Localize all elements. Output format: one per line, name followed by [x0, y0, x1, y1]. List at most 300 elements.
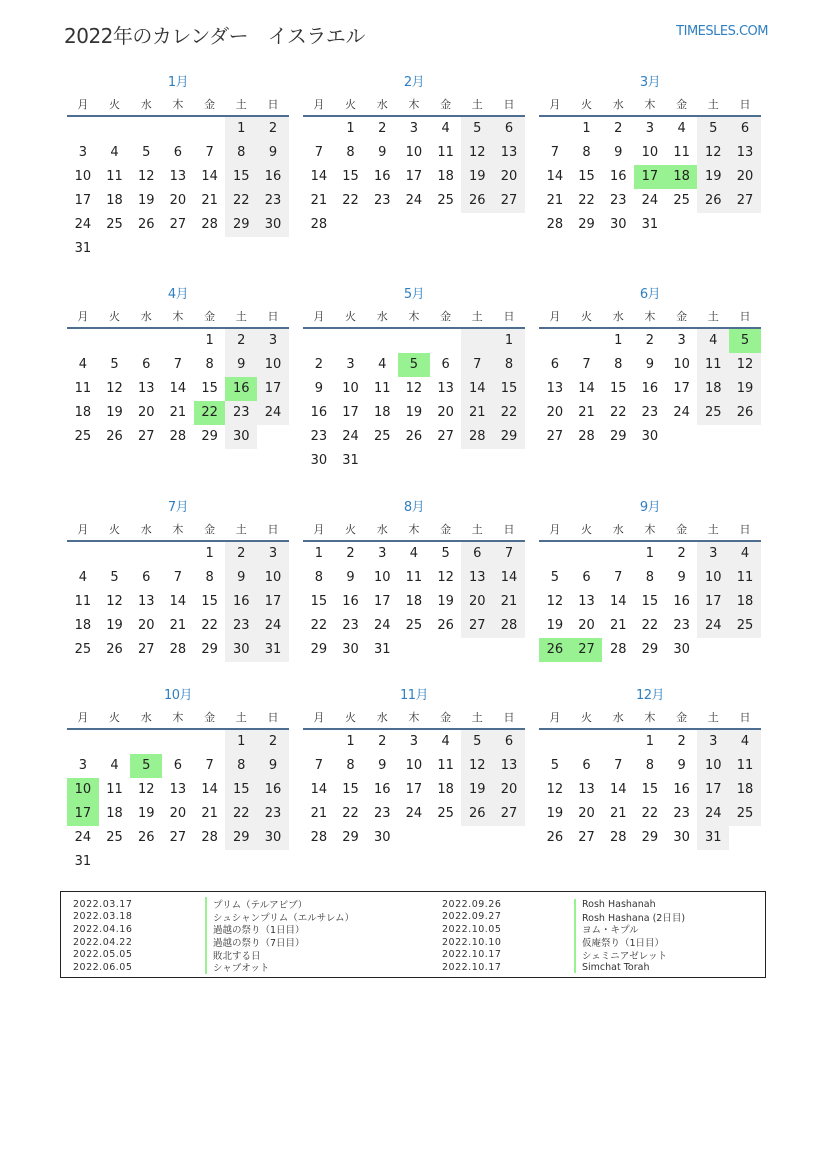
day-cell: 3: [257, 542, 289, 566]
empty-cell: [162, 329, 194, 353]
holiday-day-cell: 17: [634, 165, 666, 189]
day-cell: 5: [441, 546, 450, 561]
weekday-header: [539, 305, 761, 329]
day-cell: 30: [257, 213, 289, 237]
weekday-header: [303, 706, 525, 730]
day-cell: 4: [729, 730, 761, 754]
day-cell: 7: [205, 758, 214, 773]
day-cell: 21: [609, 806, 627, 821]
day-cell: 2: [314, 357, 323, 372]
month-9: [539, 498, 761, 662]
day-cell: 22: [578, 193, 595, 208]
empty-cell: [162, 542, 194, 566]
day-cell: 30: [225, 638, 257, 662]
day-cell: 9: [225, 353, 257, 377]
day-cell: 10: [342, 381, 359, 396]
day-cell: 7: [314, 758, 323, 773]
day-cell: 24: [257, 614, 289, 638]
weekday-label: 木: [644, 523, 656, 536]
day-cell: 16: [673, 782, 690, 797]
weekday-label: 火: [109, 98, 121, 111]
day-cell: 14: [310, 782, 328, 797]
weekday-label: 火: [345, 523, 357, 536]
day-cell: 14: [310, 169, 328, 184]
day-cell: 13: [493, 141, 525, 165]
weekday-label: 月: [549, 523, 561, 536]
month-name: 1月: [167, 75, 189, 90]
day-cell: 7: [614, 570, 623, 585]
day-cell: 28: [461, 425, 493, 449]
day-grid: [67, 117, 289, 261]
weekday-label: 土: [707, 310, 719, 323]
day-cell: 12: [106, 381, 123, 396]
day-cell: 25: [673, 193, 690, 208]
day-cell: 1: [314, 546, 323, 561]
empty-cell: [194, 117, 226, 141]
day-cell: 8: [225, 141, 257, 165]
day-cell: 25: [437, 806, 454, 821]
day-cell: 18: [106, 806, 123, 821]
day-cell: 8: [614, 357, 623, 372]
day-cell: 3: [378, 546, 387, 561]
day-cell: 21: [578, 405, 595, 420]
day-cell: 12: [546, 782, 564, 797]
empty-cell: [539, 117, 571, 141]
day-cell: 3: [78, 145, 87, 160]
day-cell: 25: [74, 642, 92, 657]
weekday-label: 金: [676, 523, 688, 536]
day-cell: 16: [373, 782, 391, 797]
day-cell: 31: [697, 826, 729, 850]
weekday-header: [539, 706, 761, 730]
weekday-label: 月: [313, 98, 325, 111]
month-name: 3月: [639, 75, 661, 90]
day-cell: 20: [493, 165, 525, 189]
empty-cell: [571, 542, 603, 566]
day-cell: 21: [461, 401, 493, 425]
empty-cell: [130, 117, 162, 141]
day-cell: 23: [609, 193, 627, 208]
day-cell: 22: [225, 189, 257, 213]
holiday-name: シェミニアゼレット: [574, 948, 667, 962]
day-cell: 18: [729, 590, 761, 614]
day-cell: 14: [609, 782, 627, 797]
day-cell: 10: [373, 570, 391, 585]
weekday-label: 月: [549, 310, 561, 323]
day-cell: 17: [257, 590, 289, 614]
day-cell: 17: [74, 193, 92, 208]
day-cell: 20: [546, 405, 564, 420]
weekday-label: 金: [204, 523, 216, 536]
day-cell: 25: [729, 614, 761, 638]
day-cell: 24: [405, 193, 423, 208]
day-cell: 14: [609, 594, 627, 609]
weekday-label: 土: [707, 523, 719, 536]
day-cell: 13: [169, 782, 187, 797]
day-cell: 15: [201, 381, 218, 396]
day-cell: 31: [74, 241, 92, 256]
day-cell: 3: [409, 734, 419, 749]
day-cell: 14: [169, 381, 187, 396]
day-cell: 11: [74, 381, 92, 396]
weekday-header: [303, 93, 525, 117]
empty-cell: [571, 329, 603, 353]
holiday-date: 2022.06.05: [73, 961, 133, 973]
day-cell: 15: [225, 778, 257, 802]
day-cell: 11: [106, 782, 123, 797]
day-cell: 22: [201, 618, 218, 633]
day-cell: 6: [582, 758, 591, 773]
day-grid: [539, 542, 761, 662]
day-cell: 2: [614, 121, 623, 136]
day-grid: [539, 329, 761, 449]
day-cell: 30: [257, 826, 289, 850]
day-cell: 15: [225, 165, 257, 189]
empty-cell: [303, 117, 335, 141]
day-cell: 19: [546, 618, 564, 633]
weekday-label: 金: [676, 98, 688, 111]
day-cell: 9: [645, 357, 655, 372]
empty-cell: [602, 542, 634, 566]
weekday-label: 木: [172, 711, 184, 724]
day-cell: 12: [729, 353, 761, 377]
holiday-day-cell: 5: [130, 754, 162, 778]
day-cell: 5: [550, 570, 559, 585]
holiday-name: Rosh Hashana (2日目): [574, 910, 685, 924]
weekday-label: 月: [313, 523, 325, 536]
weekday-label: 水: [140, 523, 152, 536]
day-cell: 2: [677, 734, 686, 749]
day-cell: 11: [74, 594, 92, 609]
day-cell: 25: [74, 429, 92, 444]
day-cell: 14: [169, 594, 187, 609]
day-cell: 15: [201, 594, 218, 609]
day-cell: 3: [346, 357, 355, 372]
weekday-header: [539, 93, 761, 117]
day-cell: 12: [137, 782, 155, 797]
month-name: 7月: [167, 500, 189, 515]
day-cell: 14: [493, 566, 525, 590]
day-cell: 17: [342, 405, 359, 420]
day-cell: 1: [346, 121, 355, 136]
day-cell: 20: [169, 806, 187, 821]
day-cell: 7: [173, 357, 183, 372]
day-cell: 4: [378, 357, 387, 372]
day-cell: 4: [409, 546, 419, 561]
page-title: 2022年のカレンダー イスラエル: [64, 24, 365, 48]
day-cell: 16: [310, 405, 328, 420]
day-cell: 22: [310, 618, 328, 633]
weekday-header: [303, 305, 525, 329]
weekday-label: 火: [345, 711, 357, 724]
weekday-label: 火: [345, 98, 357, 111]
month-6: [539, 285, 761, 449]
day-cell: 13: [493, 754, 525, 778]
day-cell: 28: [201, 217, 218, 232]
day-cell: 9: [257, 754, 289, 778]
day-cell: 7: [205, 145, 214, 160]
holiday-row: [442, 948, 685, 961]
day-cell: 14: [578, 381, 595, 396]
holiday-row: [442, 898, 685, 911]
day-cell: 18: [437, 782, 454, 797]
day-cell: 30: [225, 425, 257, 449]
holiday-day-cell: 5: [729, 329, 761, 353]
day-cell: 5: [697, 117, 729, 141]
holiday-column-right: [442, 898, 685, 974]
day-cell: 2: [645, 333, 655, 348]
holiday-day-cell: 26: [539, 638, 571, 662]
day-cell: 25: [106, 830, 123, 845]
day-cell: 23: [673, 618, 690, 633]
empty-cell: [539, 542, 571, 566]
day-cell: 4: [441, 121, 450, 136]
day-cell: 13: [578, 594, 595, 609]
day-cell: 26: [437, 618, 454, 633]
weekday-label: 金: [440, 310, 452, 323]
weekday-label: 土: [471, 310, 483, 323]
holiday-day-cell: 27: [571, 638, 603, 662]
day-cell: 12: [546, 594, 564, 609]
day-cell: 19: [137, 193, 155, 208]
day-cell: 4: [110, 145, 119, 160]
weekday-label: 月: [549, 711, 561, 724]
day-cell: 19: [437, 594, 454, 609]
holiday-row: [442, 911, 685, 924]
day-cell: 1: [614, 333, 623, 348]
weekday-label: 日: [503, 98, 515, 111]
empty-cell: [99, 730, 131, 754]
day-cell: 10: [697, 754, 729, 778]
weekday-label: 日: [267, 310, 279, 323]
weekday-label: 土: [471, 98, 483, 111]
day-cell: 7: [493, 542, 525, 566]
day-cell: 13: [169, 169, 187, 184]
holiday-row: [442, 936, 685, 949]
day-cell: 1: [205, 546, 214, 561]
day-cell: 19: [729, 377, 761, 401]
day-cell: 24: [74, 217, 92, 232]
day-cell: 29: [493, 425, 525, 449]
day-cell: 23: [257, 802, 289, 826]
weekday-label: 金: [204, 98, 216, 111]
weekday-label: 土: [235, 310, 247, 323]
day-cell: 23: [641, 405, 659, 420]
day-grid: [67, 542, 289, 662]
holiday-date: 2022.10.17: [442, 961, 502, 973]
day-cell: 2: [677, 546, 686, 561]
weekday-header: [303, 518, 525, 542]
weekday-label: 土: [471, 523, 483, 536]
day-cell: 17: [257, 377, 289, 401]
empty-cell: [430, 329, 462, 353]
day-cell: 23: [310, 429, 328, 444]
day-cell: 14: [546, 169, 564, 184]
day-cell: 11: [405, 570, 423, 585]
day-cell: 2: [225, 542, 257, 566]
day-cell: 7: [173, 570, 183, 585]
day-cell: 28: [609, 830, 627, 845]
weekday-label: 木: [644, 310, 656, 323]
day-cell: 19: [405, 405, 423, 420]
day-cell: 9: [314, 381, 323, 396]
day-cell: 1: [645, 734, 655, 749]
empty-cell: [303, 329, 335, 353]
day-cell: 23: [342, 618, 359, 633]
holiday-name: プリム（テルアビブ）: [205, 897, 307, 911]
day-cell: 25: [697, 401, 729, 425]
day-cell: 2: [346, 546, 355, 561]
weekday-label: 月: [77, 310, 89, 323]
day-cell: 22: [342, 806, 359, 821]
day-cell: 11: [373, 381, 391, 396]
day-cell: 23: [373, 806, 391, 821]
weekday-label: 水: [140, 310, 152, 323]
day-cell: 25: [437, 193, 454, 208]
day-cell: 11: [437, 145, 454, 160]
day-cell: 11: [697, 353, 729, 377]
day-cell: 8: [205, 570, 214, 585]
day-cell: 6: [142, 357, 151, 372]
empty-cell: [571, 730, 603, 754]
month-name: 5月: [403, 287, 425, 302]
empty-cell: [162, 117, 194, 141]
month-11: [303, 686, 525, 850]
day-cell: 15: [641, 782, 659, 797]
month-name: 12月: [635, 688, 665, 703]
day-cell: 10: [74, 169, 92, 184]
day-cell: 29: [201, 642, 218, 657]
day-cell: 13: [137, 381, 155, 396]
day-cell: 12: [697, 141, 729, 165]
holiday-date: 2022.10.10: [442, 936, 502, 948]
month-name: 10月: [163, 688, 193, 703]
day-cell: 15: [493, 377, 525, 401]
day-cell: 24: [74, 830, 92, 845]
month-5: [303, 285, 525, 473]
month-name: 8月: [403, 500, 425, 515]
month-10: [67, 686, 289, 874]
weekday-label: 日: [267, 523, 279, 536]
day-cell: 3: [677, 333, 686, 348]
day-cell: 20: [437, 405, 454, 420]
month-7: [67, 498, 289, 662]
weekday-label: 水: [376, 711, 388, 724]
day-cell: 14: [201, 169, 218, 184]
weekday-label: 日: [267, 711, 279, 724]
day-cell: 29: [310, 642, 328, 657]
weekday-label: 日: [503, 310, 515, 323]
weekday-label: 日: [503, 711, 515, 724]
weekday-label: 土: [235, 98, 247, 111]
holiday-date: 2022.09.27: [442, 911, 502, 923]
day-cell: 10: [641, 145, 659, 160]
day-cell: 26: [729, 401, 761, 425]
weekday-label: 木: [172, 98, 184, 111]
day-cell: 19: [546, 806, 564, 821]
brand-link[interactable]: TIMESLES.COM: [676, 24, 768, 39]
weekday-header: [67, 518, 289, 542]
day-cell: 27: [137, 642, 155, 657]
day-cell: 4: [110, 758, 119, 773]
day-cell: 24: [641, 193, 659, 208]
day-cell: 31: [74, 854, 92, 869]
day-cell: 15: [578, 169, 595, 184]
empty-cell: [194, 730, 226, 754]
holiday-name: Rosh Hashanah: [574, 899, 656, 910]
day-cell: 3: [409, 121, 419, 136]
weekday-label: 土: [235, 711, 247, 724]
day-cell: 26: [461, 802, 493, 826]
day-cell: 5: [461, 117, 493, 141]
weekday-label: 火: [581, 98, 593, 111]
day-cell: 10: [673, 357, 690, 372]
day-cell: 31: [641, 217, 659, 232]
day-cell: 30: [641, 429, 659, 444]
day-cell: 28: [201, 830, 218, 845]
weekday-header: [67, 305, 289, 329]
day-cell: 1: [346, 734, 355, 749]
weekday-label: 水: [376, 310, 388, 323]
weekday-label: 火: [109, 310, 121, 323]
day-cell: 1: [493, 329, 525, 353]
day-cell: 5: [461, 730, 493, 754]
weekday-label: 火: [109, 711, 121, 724]
day-grid: [303, 730, 525, 850]
day-cell: 24: [697, 614, 729, 638]
month-name: 4月: [167, 287, 189, 302]
holiday-row: [73, 898, 354, 911]
day-cell: 23: [225, 401, 257, 425]
weekday-label: 金: [440, 711, 452, 724]
day-cell: 27: [578, 830, 595, 845]
day-cell: 4: [697, 329, 729, 353]
day-cell: 31: [342, 453, 359, 468]
day-cell: 21: [609, 618, 627, 633]
weekday-label: 火: [581, 523, 593, 536]
day-cell: 9: [378, 758, 387, 773]
empty-cell: [539, 329, 571, 353]
day-cell: 23: [225, 614, 257, 638]
day-cell: 16: [257, 165, 289, 189]
day-cell: 11: [437, 758, 454, 773]
day-cell: 13: [437, 381, 454, 396]
day-cell: 28: [169, 429, 187, 444]
day-cell: 15: [609, 381, 627, 396]
holiday-day-cell: 5: [398, 353, 430, 377]
day-cell: 17: [697, 778, 729, 802]
holiday-day-cell: 22: [194, 401, 226, 425]
weekday-label: 月: [549, 98, 561, 111]
day-cell: 20: [137, 618, 155, 633]
day-cell: 7: [582, 357, 591, 372]
day-cell: 22: [609, 405, 627, 420]
day-cell: 28: [169, 642, 187, 657]
holiday-list: [60, 891, 766, 978]
day-cell: 22: [342, 193, 359, 208]
day-cell: 8: [314, 570, 323, 585]
day-cell: 30: [673, 830, 690, 845]
day-cell: 21: [310, 193, 328, 208]
weekday-label: 金: [204, 310, 216, 323]
weekday-label: 金: [204, 711, 216, 724]
day-cell: 18: [405, 594, 423, 609]
day-cell: 8: [225, 754, 257, 778]
day-cell: 13: [461, 566, 493, 590]
weekday-label: 木: [172, 523, 184, 536]
day-cell: 9: [677, 570, 686, 585]
day-cell: 15: [310, 594, 328, 609]
